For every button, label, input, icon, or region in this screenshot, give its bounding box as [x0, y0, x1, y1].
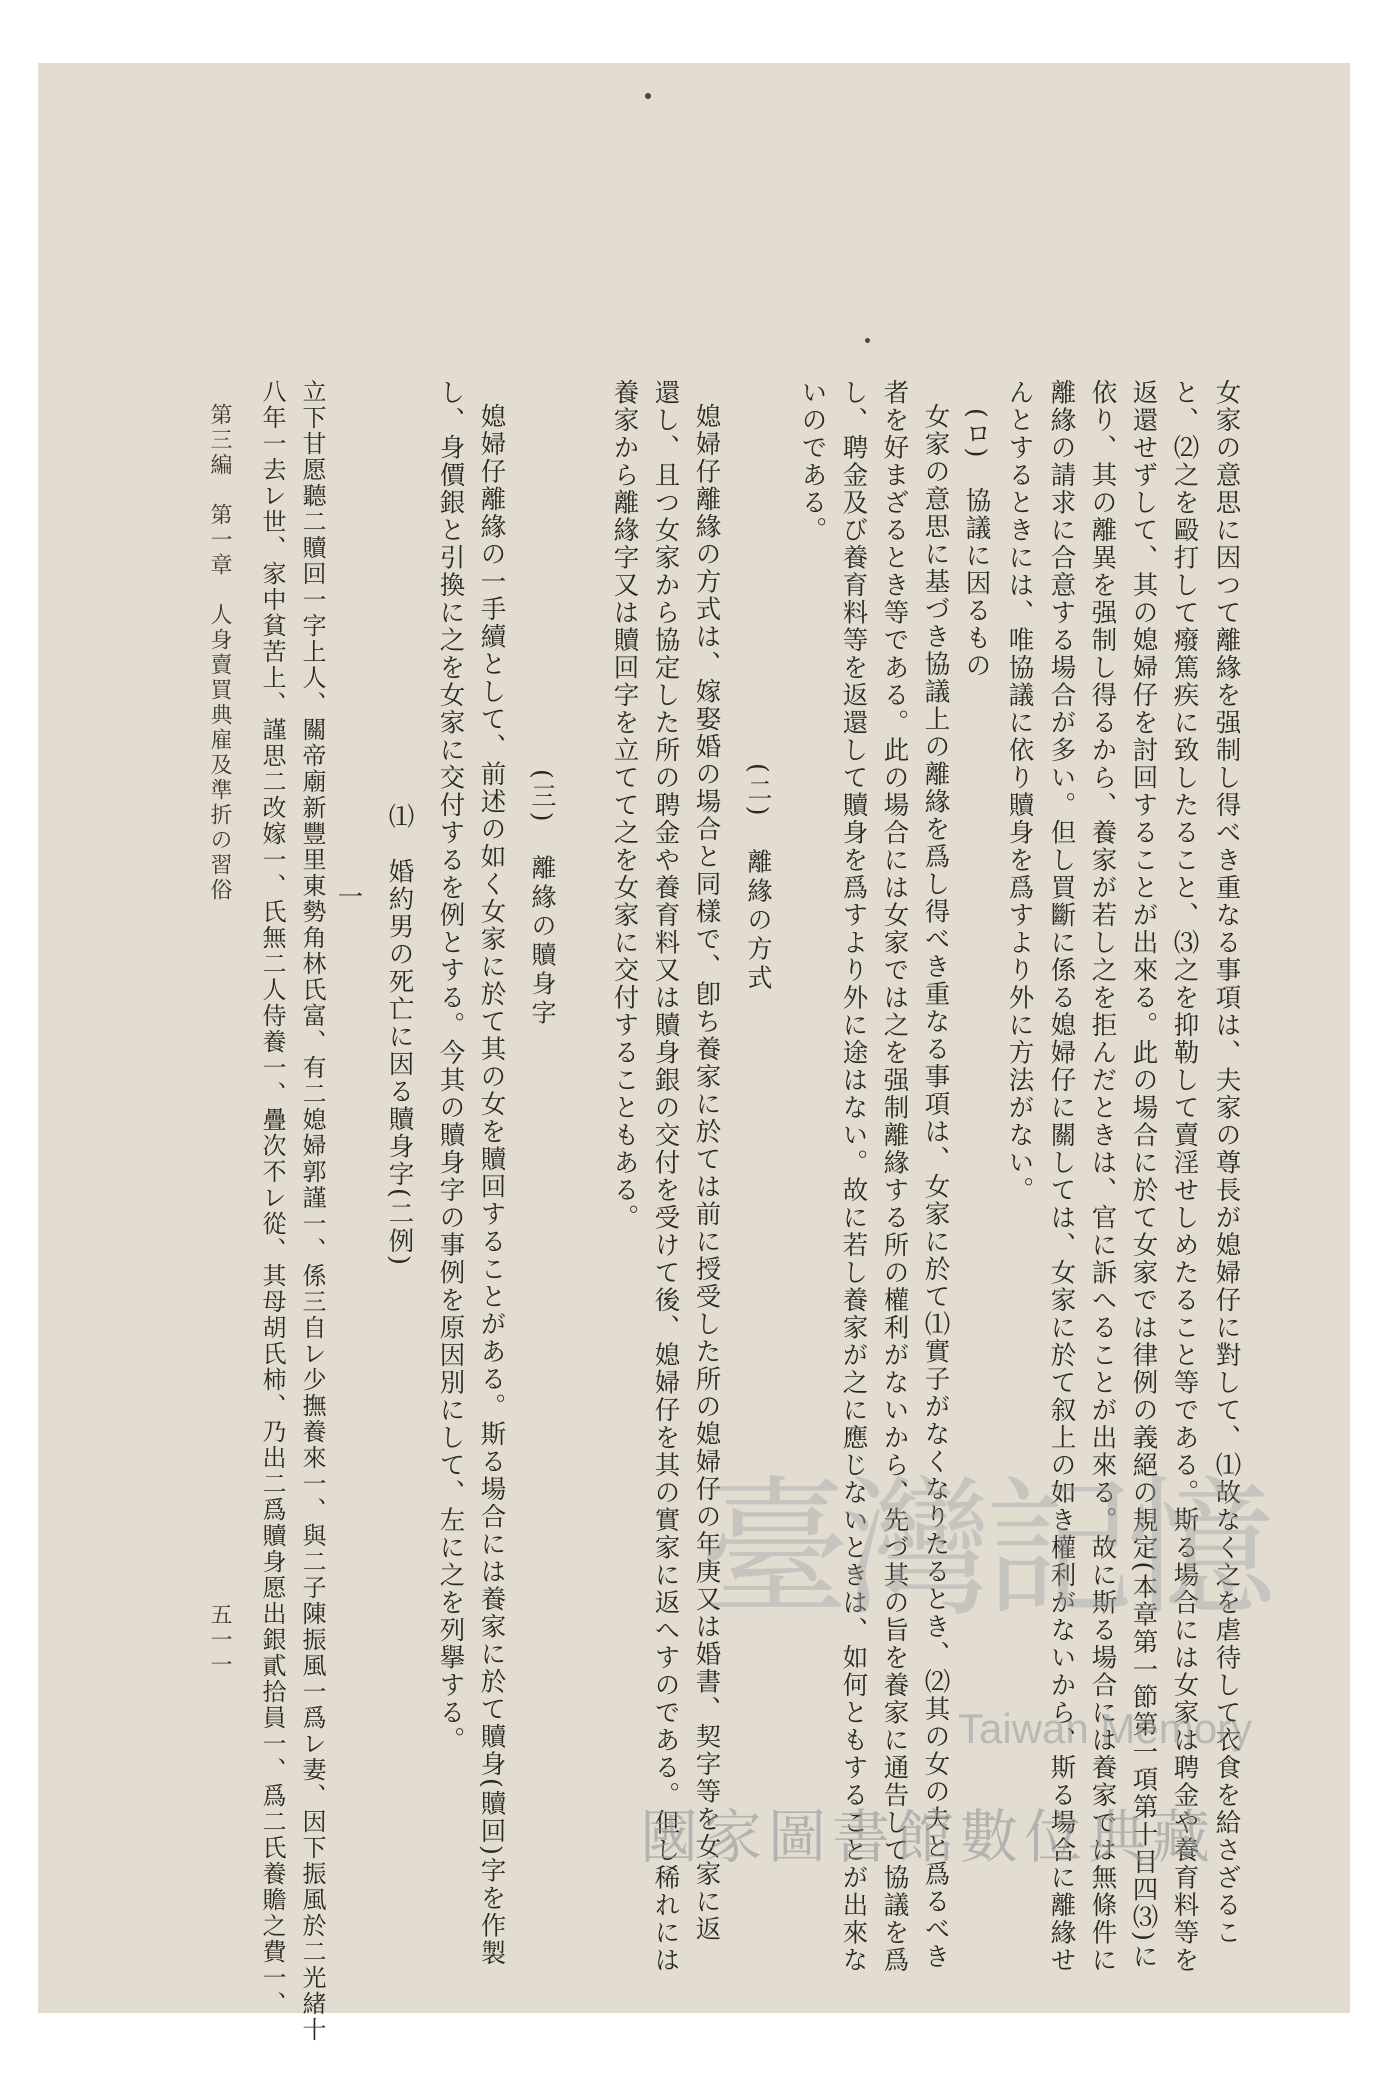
document-text: 八年一去レ世、家中貧苦上、謹思二改嫁一、氏無二人侍養一、疊次不レ從、其母胡氏柿、乃出二爲贖身愿出銀貳拾員一、爲二氏養贍之費一、 [258, 379, 286, 2017]
document-text: 立下甘愿聽二贖回一字上人、關帝廟新豐里東勢角林氏富、有二媳婦郭謹一、係三自レ少撫養來一、與二子陳振風一爲レ妻、因下振風於二光緒十 [298, 379, 326, 2043]
text-column: んとするときには、唯協議に依り贖身を爲すより外に方法がない。 [1004, 379, 1035, 1204]
running-head: 第三編 第一章 人身賣買典雇及準折の習俗 [207, 403, 232, 903]
text-column: 離緣の請求に合意する場合が多い。但し買斷に係る媳婦仔に關しては、女家に於て叙上の如き權利がないから、斯る場合に離緣せ [1046, 379, 1077, 1974]
text-column: 女家の意思に因つて離緣を强制し得べき重なる事項は、夫家の尊長が媳婦仔に對して、⑴故なく之を虐待して衣食を給さざるこ [1211, 379, 1242, 1947]
text-column: 媳婦仔離緣の方式は、嫁娶婚の場合と同樣で、卽ち養家に於ては前に授受した所の媳婦仔の年庚又は婚書、契字等を女家に返 [691, 403, 722, 1943]
case-heading: ⑴ 婚約男の死亡に因る贖身字(二例) [384, 803, 415, 1267]
case-number: 一 [333, 883, 364, 911]
text-column: 女家の意思に基づき協議上の離緣を爲し得べき重なる事項は、女家に於て⑴實子がなくなりたるとき、⑵其の女の夫と爲るべき [920, 403, 951, 1971]
section-heading: (二) 離緣の方式 [744, 763, 773, 994]
text-column: 依り、其の離異を强制し得るから、養家が若し之を拒んだときは、官に訴へることが出來る。故に斯る場合には養家では無條件に [1087, 379, 1118, 1974]
text-column: と、⑵之を毆打して癈篤疾に致したること、⑶之を抑勒して賣淫せしめたること等である。斯る場合には女家は聘金や養育料等を [1169, 379, 1200, 1974]
watermark-library-name: 國家圖書館數位典藏 [640, 1803, 1217, 1871]
ink-speck [645, 93, 651, 99]
ink-speck [865, 338, 870, 343]
text-column: 返還せずして、其の媳婦仔を討回することが出來る。此の場合に於て女家では律例の義絕の規定(本章第一節第一項第十目四⑶)に [1128, 379, 1159, 1971]
scanned-page [38, 63, 1350, 2043]
text-column: し、身價銀と引換に之を女家に交付するを例とする。今其の贖身字の事例を原因別にして、左に之を列擧する。 [435, 379, 466, 1754]
section-heading: (三) 離緣の贖身字 [528, 769, 557, 1029]
text-column: し、聘金及び養育料等を返還して贖身を爲すより外に途はない。故に若し養家が之に應じないときは、如何ともすることが出來な [838, 379, 869, 1974]
text-column: 媳婦仔離緣の一手續として、前述の如く女家に於て其の女を贖回することがある。斯る場合には養家に於て贖身(贖回)字を作製 [476, 403, 507, 1967]
page-number: 五一一 [207, 1603, 232, 1678]
watermark-calligraphy: 臺灣記憶 [700, 1463, 1269, 1637]
subheading: (ロ) 協議に因るもの [961, 408, 992, 680]
text-column: 還し、且つ女家から協定した所の聘金や養育料又は贖身銀の交付を受けて後、媳婦仔を其の實家に返へすのである。但し稀れには [650, 379, 681, 1974]
text-column: 者を好まざるとき等である。此の場合には女家では之を强制離緣する所の權利がないから、先づ其の旨を養家に通告して協議を爲 [879, 379, 910, 1974]
text-column: いのである。 [797, 379, 828, 544]
text-column: 養家から離緣字又は贖回字を立てて之を女家に交付することもある。 [609, 379, 640, 1232]
watermark-english: Taiwan Memory [958, 1705, 1253, 1752]
